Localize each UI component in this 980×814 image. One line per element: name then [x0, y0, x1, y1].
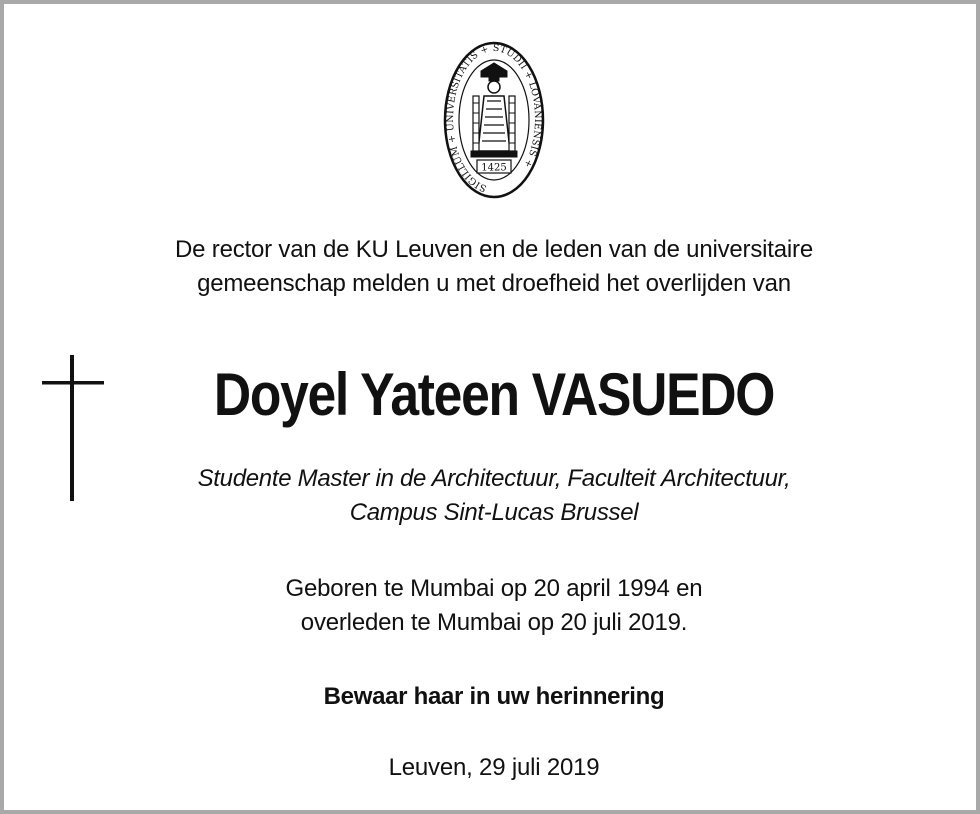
announcement-intro	[4, 233, 980, 301]
role-line-1: Studente Master in de Architectuur, Faculteit Architectuur,	[197, 465, 791, 492]
place-and-date: Leuven, 29 juli 2019	[388, 754, 600, 781]
svg-text:1425: 1425	[481, 162, 507, 174]
role-line-2: Campus Sint-Lucas Brussel	[349, 499, 639, 526]
deceased-role	[4, 462, 980, 530]
remembrance-text: Bewaar haar in uw herinnering	[323, 683, 665, 710]
svg-text:SIGILLUM + UNIVERSITATIS + STU: SIGILLUM + UNIVERSITATIS + STUDII + LOVANIENSIS +	[445, 42, 544, 194]
intro-line-2: gemeenschap melden u met droefheid het overlijden van	[197, 270, 791, 297]
dates-line-1: Geboren te Mumbai op 20 april 1994 en	[285, 575, 703, 602]
intro-line-1: De rector van de KU Leuven en de leden van de universitaire	[175, 236, 813, 263]
life-dates	[4, 572, 980, 640]
university-seal-icon	[443, 41, 545, 199]
deceased-name: Doyel Yateen VASUEDO	[213, 361, 775, 428]
dates-line-2: overleden te Mumbai op 20 juli 2019.	[300, 609, 688, 636]
